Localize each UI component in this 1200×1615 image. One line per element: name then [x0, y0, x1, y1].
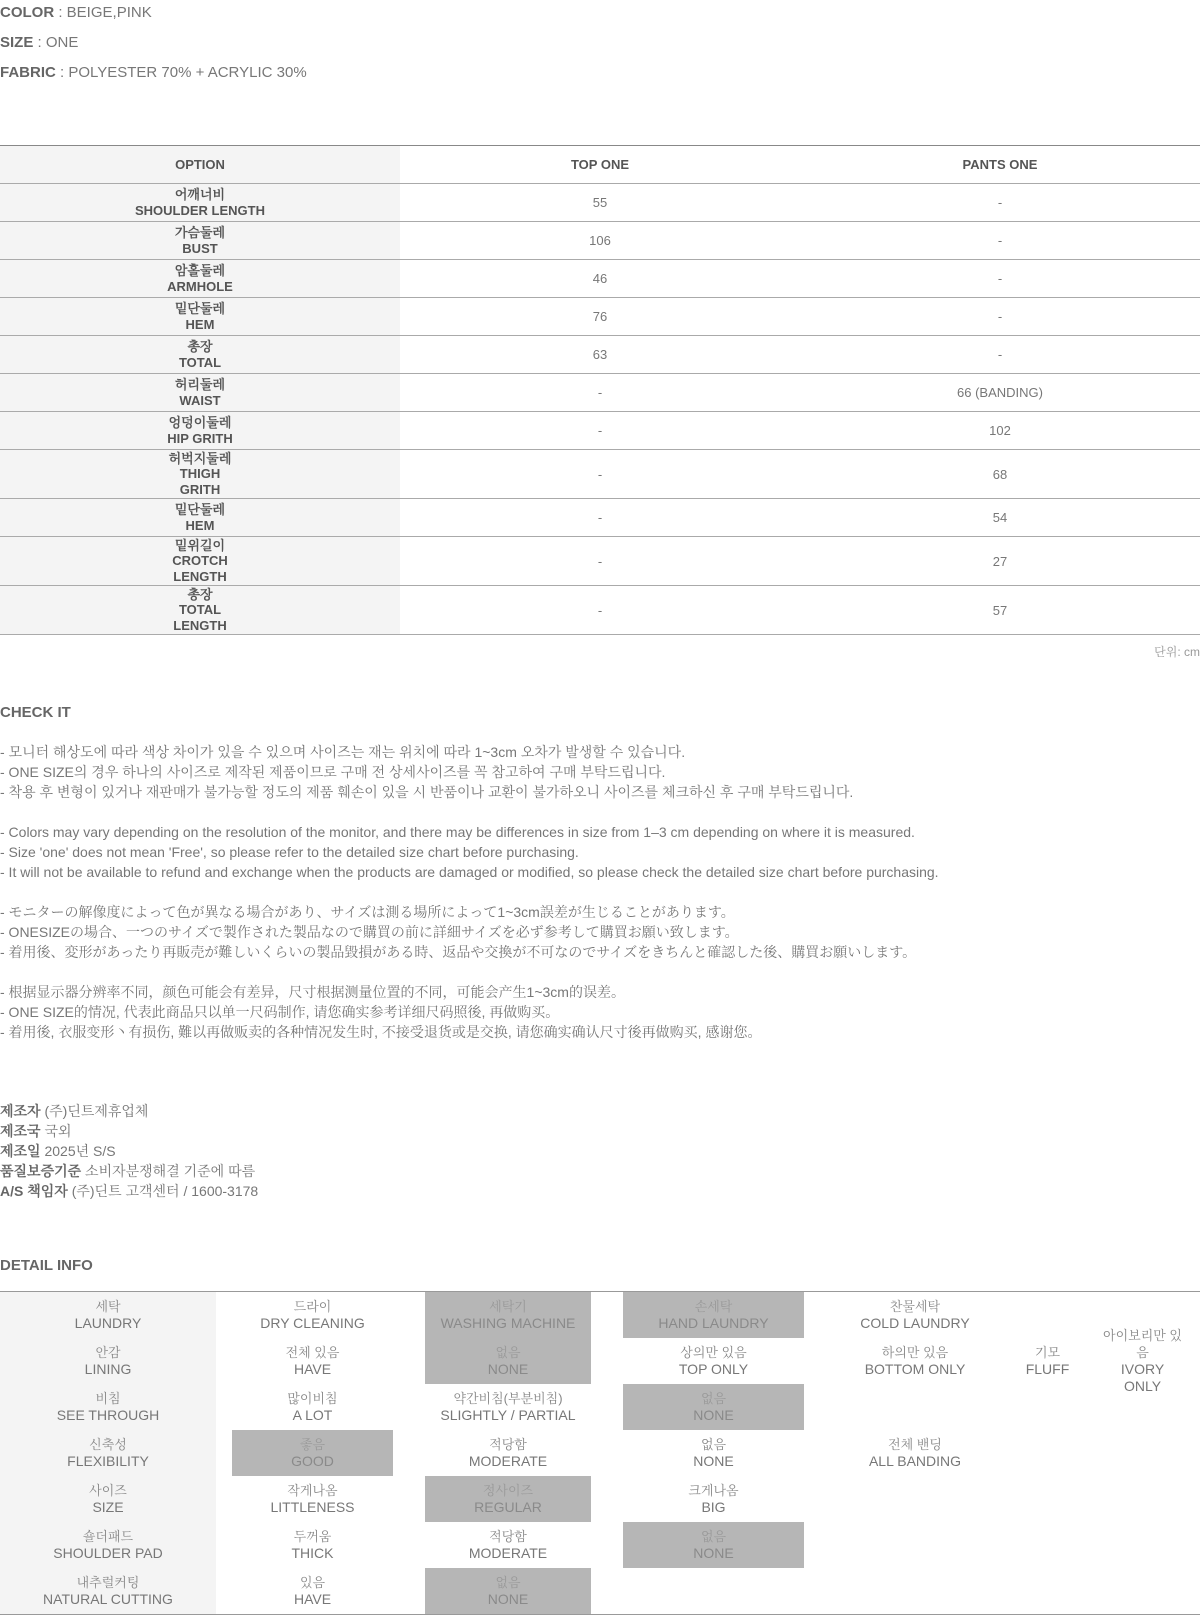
detail-option-ko: 적당함 — [489, 1437, 527, 1452]
detail-cell — [1010, 1568, 1085, 1615]
check-line: - ONE SIZE의 경우 하나의 사이즈로 제작된 제품이므로 구매 전 상세사이즈를 꼭 참고하여 구매 부탁드립니다. — [0, 764, 666, 780]
check-line: - 着用後, 衣服变形丶有损伤, 難以再做贩卖的各种情况发生时, 不接受退货或是交换, 请您确实确认尺寸後再做购买, 感谢您。 — [0, 1024, 762, 1040]
detail-option — [623, 1430, 804, 1476]
size-label-ko: 총장 — [187, 339, 213, 354]
detail-cell — [216, 1568, 409, 1615]
size-row-label — [0, 260, 400, 298]
size-top-value: - — [400, 374, 800, 412]
size-label-ko: 가슴둘레 — [174, 225, 226, 240]
detail-option — [232, 1568, 393, 1614]
size-row-label — [0, 412, 400, 450]
detail-head-label — [0, 1384, 216, 1430]
size-label-ko: 허벅지둘레 — [168, 450, 232, 466]
product-info-label: A/S 책임자 — [0, 1183, 68, 1199]
detail-option-ko: 기모 — [1034, 1345, 1061, 1360]
product-info — [0, 1101, 258, 1201]
detail-cell — [216, 1292, 409, 1339]
size-pants-value: 54 — [800, 499, 1200, 537]
check-line: - 착용 후 변형이 있거나 재판매가 불가능할 정도의 제품 훼손이 있을 시 반품이나 교환이 불가하오니 사이즈를 체크하신 후 구매 부탁드립니다. — [0, 784, 854, 800]
size-top-value: 63 — [400, 336, 800, 374]
size-row — [0, 499, 1200, 537]
detail-cell — [409, 1476, 607, 1522]
detail-cell — [607, 1292, 820, 1339]
size-label-ko: 암홀둘레 — [174, 263, 226, 278]
product-info-label: 품질보증기준 — [0, 1163, 82, 1179]
detail-head-label — [0, 1292, 216, 1338]
size-top-value: 76 — [400, 298, 800, 336]
detail-cell — [607, 1568, 820, 1615]
detail-option — [232, 1338, 393, 1384]
detail-option — [232, 1522, 393, 1568]
size-row-label — [0, 184, 400, 222]
detail-head-ko: 세탁 — [95, 1299, 121, 1314]
size-pants-value: - — [800, 260, 1200, 298]
detail-cell — [1010, 1292, 1085, 1339]
detail-option-en: TOP ONLY — [678, 1361, 749, 1377]
check-line: - 根据显示器分辨率不同，颜色可能会有差异，尺寸根据测量位置的不同，可能会产生1~3cm的误差。 — [0, 984, 625, 1000]
size-row — [0, 336, 1200, 374]
size-row-label — [0, 586, 400, 635]
detail-option-ko: 하의만 있음 — [881, 1345, 949, 1360]
size-label-en: HEM — [185, 517, 215, 533]
product-info-label: 제조국 — [0, 1123, 41, 1139]
product-info-line — [0, 1121, 258, 1141]
detail-option-ko: 전체 있음 — [285, 1345, 340, 1360]
size-label-en: HEM — [185, 316, 215, 332]
detail-option-ko: 작게나옴 — [287, 1483, 338, 1498]
detail-row-head — [0, 1338, 216, 1384]
detail-option-ko: 약간비침(부분비침) — [453, 1391, 563, 1406]
detail-option — [836, 1430, 994, 1476]
size-label-ko: 어깨너비 — [174, 187, 226, 202]
header-pants-one: PANTS ONE — [800, 146, 1200, 184]
size-top-value: - — [400, 499, 800, 537]
detail-table — [0, 1291, 1200, 1615]
detail-option-en: BOTTOM ONLY — [864, 1361, 966, 1377]
detail-head-ko: 내추럴커팅 — [76, 1575, 140, 1590]
detail-cell — [607, 1430, 820, 1476]
detail-head-ko: 비침 — [95, 1391, 121, 1406]
detail-option — [836, 1338, 994, 1384]
detail-option-en: MODERATE — [468, 1453, 548, 1469]
detail-option — [1026, 1338, 1069, 1384]
check-group — [0, 742, 939, 802]
detail-cell — [607, 1522, 820, 1568]
detail-head-label — [0, 1522, 216, 1568]
size-row-label — [0, 537, 400, 586]
detail-cell — [1010, 1522, 1085, 1568]
size-row-label — [0, 499, 400, 537]
detail-cell — [820, 1568, 1010, 1615]
product-info-label: 제조자 — [0, 1103, 41, 1119]
detail-cell — [820, 1430, 1010, 1476]
size-row — [0, 222, 1200, 260]
detail-option-ko: 없음 — [700, 1391, 727, 1406]
detail-option-ko: 많이비침 — [287, 1391, 338, 1406]
size-row-label — [0, 222, 400, 260]
detail-cell — [216, 1522, 409, 1568]
detail-option-selected — [623, 1522, 804, 1568]
detail-option-en: NONE — [487, 1591, 529, 1607]
detail-head-ko: 숄더패드 — [82, 1529, 134, 1544]
detail-cell — [216, 1338, 409, 1384]
detail-option-en: DRY CLEANING — [260, 1315, 365, 1331]
size-row-label — [0, 298, 400, 336]
detail-option — [232, 1384, 393, 1430]
detail-cell — [1010, 1430, 1085, 1476]
size-label-en: TOTAL — [178, 602, 222, 618]
size-label-ko: 허리둘레 — [174, 377, 226, 392]
detail-head-en: NATURAL CUTTING — [43, 1591, 173, 1607]
header-top-one: TOP ONE — [400, 146, 800, 184]
detail-option-en: BIG — [701, 1499, 726, 1515]
size-row — [0, 450, 1200, 499]
size-pants-value: - — [800, 222, 1200, 260]
size-label-en: SHOULDER LENGTH — [135, 202, 265, 218]
size-top-value: - — [400, 412, 800, 450]
detail-option-ko: 없음 — [495, 1345, 521, 1360]
detail-option-ko: 없음 — [495, 1575, 521, 1590]
detail-cell — [409, 1430, 607, 1476]
spec-size-label: SIZE — [0, 34, 34, 51]
size-top-value: 106 — [400, 222, 800, 260]
detail-option-ko: 상의만 있음 — [680, 1345, 747, 1360]
unit-label: 단위: cm — [1154, 645, 1200, 659]
detail-head-ko: 안감 — [95, 1345, 121, 1360]
detail-head-label — [0, 1476, 216, 1522]
size-label-ko: 엉덩이둘레 — [168, 415, 232, 430]
detail-row — [0, 1384, 1200, 1430]
size-pants-value: 68 — [800, 450, 1200, 499]
detail-row — [0, 1476, 1200, 1522]
detail-cell — [409, 1568, 607, 1615]
detail-row — [0, 1430, 1200, 1476]
detail-option — [425, 1522, 591, 1568]
spec-fabric-value: : POLYESTER 70% + ACRYLIC 30% — [55, 64, 307, 81]
detail-cell — [607, 1338, 820, 1384]
detail-option-en: NONE — [693, 1453, 734, 1469]
check-group — [0, 902, 939, 962]
size-label-en: GRITH — [179, 481, 221, 497]
size-row — [0, 586, 1200, 635]
size-label-en: THIGH — [179, 466, 221, 482]
detail-cell — [820, 1384, 1010, 1430]
detail-option-ko: 있음 — [299, 1575, 326, 1590]
detail-option-selected — [425, 1476, 591, 1522]
product-info-line — [0, 1101, 258, 1121]
detail-option-ko: 세탁기 — [489, 1299, 527, 1314]
size-pants-value: 66 (BANDING) — [800, 374, 1200, 412]
size-label-ko: 총장 — [187, 586, 213, 602]
product-info-value: (주)딘트 고객센터 / 1600-3178 — [67, 1183, 259, 1199]
detail-info-title: DETAIL INFO — [0, 1257, 93, 1274]
detail-row-head — [0, 1476, 216, 1522]
detail-option-ko: 손세탁 — [694, 1299, 733, 1314]
detail-option — [425, 1430, 591, 1476]
size-label-en: HIP GRITH — [167, 430, 233, 446]
detail-option — [425, 1384, 591, 1430]
detail-option-ko: 크게나옴 — [688, 1483, 739, 1498]
detail-option-selected — [623, 1292, 804, 1338]
size-row — [0, 374, 1200, 412]
detail-cell — [216, 1430, 409, 1476]
size-label-en: TOTAL — [178, 354, 222, 370]
detail-option — [1101, 1328, 1184, 1394]
size-pants-value: 27 — [800, 537, 1200, 586]
size-row — [0, 184, 1200, 222]
detail-option-en: REGULAR — [474, 1499, 542, 1515]
check-line: - Colors may vary depending on the resolution of the monitor, and there may be differences in size from 1–3 cm depending on where it is measured. — [0, 824, 915, 840]
detail-option-en: NONE — [693, 1545, 734, 1561]
product-info-line — [0, 1161, 258, 1181]
detail-head-label — [0, 1338, 216, 1384]
size-pants-value: - — [800, 298, 1200, 336]
detail-option-en: WASHING MACHINE — [440, 1315, 576, 1331]
check-line: - モニターの解像度によって色が異なる場合があり、サイズは測る場所によって1~3cm誤差が生じることがあります。 — [0, 904, 735, 920]
size-top-value: - — [400, 586, 800, 635]
product-info-value: (주)딘트제휴업체 — [40, 1103, 149, 1119]
detail-option-ko: 없음 — [700, 1437, 727, 1452]
detail-cell — [409, 1522, 607, 1568]
detail-option-ko: 전체 밴딩 — [888, 1437, 942, 1452]
detail-cell — [409, 1384, 607, 1430]
detail-head-en: LINING — [84, 1361, 132, 1377]
detail-option-en: NONE — [693, 1407, 734, 1423]
detail-row — [0, 1522, 1200, 1568]
check-line: - It will not be available to refund and exchange when the products are damaged or modified, so please check the detailed size chart before purchasing. — [0, 864, 939, 880]
size-label-en: WAIST — [179, 392, 221, 408]
detail-row-head — [0, 1522, 216, 1568]
size-label-ko: 밑단둘레 — [174, 301, 226, 316]
detail-cell — [1010, 1338, 1085, 1384]
detail-option-en: GOOD — [291, 1453, 334, 1469]
detail-option — [232, 1292, 393, 1338]
detail-cell — [820, 1292, 1010, 1339]
size-row — [0, 537, 1200, 586]
product-info-value: 소비자분쟁해결 기준에 따름 — [81, 1163, 256, 1179]
detail-head-en: SHOULDER PAD — [53, 1545, 163, 1561]
detail-cell — [216, 1476, 409, 1522]
detail-option-en: THICK — [291, 1545, 334, 1561]
size-top-value: - — [400, 450, 800, 499]
size-row-label — [0, 336, 400, 374]
detail-option-en: LITTLENESS — [270, 1499, 355, 1515]
size-label-en: LENGTH — [173, 568, 227, 584]
size-label-en: ARMHOLE — [167, 278, 233, 294]
detail-option-en: COLD LAUNDRY — [860, 1315, 970, 1331]
detail-option-ko: 찬물세탁 — [889, 1299, 941, 1314]
spec-fabric — [0, 64, 307, 82]
check-line: - Size 'one' does not mean 'Free', so please refer to the detailed size chart before purchasing. — [0, 844, 579, 860]
detail-option — [836, 1292, 994, 1338]
detail-head-en: LAUNDRY — [74, 1315, 142, 1331]
detail-row — [0, 1292, 1200, 1339]
detail-option-ko: 두꺼움 — [293, 1529, 332, 1544]
spec-color-label: COLOR — [0, 4, 55, 21]
detail-option-en: SLIGHTLY / PARTIAL — [440, 1407, 576, 1423]
size-pants-value: - — [800, 184, 1200, 222]
detail-head-ko: 사이즈 — [89, 1483, 127, 1498]
size-top-value: - — [400, 537, 800, 586]
detail-option-ko: 정사이즈 — [482, 1483, 534, 1498]
size-label-ko: 밑단둘레 — [174, 502, 226, 517]
size-table — [0, 145, 1200, 635]
detail-option-ko: 없음 — [700, 1529, 727, 1544]
detail-cell — [1010, 1476, 1085, 1522]
detail-cell — [1085, 1476, 1200, 1522]
check-line: - 모니터 해상도에 따라 색상 차이가 있을 수 있으며 사이즈는 재는 위치에 따라 1~3cm 오차가 발생할 수 있습니다. — [0, 744, 686, 760]
size-label-en: CROTCH — [172, 553, 228, 569]
detail-option-selected — [232, 1430, 393, 1476]
check-line: - 着用後、変形があったり再販売が難しいくらいの製品毀損がある時、返品や交換が不可なのでサイズをきちんと確認した後、購買お願いします。 — [0, 944, 917, 960]
detail-row-head — [0, 1384, 216, 1430]
detail-cell — [1085, 1328, 1200, 1394]
size-row-label — [0, 374, 400, 412]
detail-head-en: SEE THROUGH — [56, 1407, 160, 1423]
product-info-value: 국외 — [40, 1123, 72, 1139]
detail-cell — [409, 1292, 607, 1339]
detail-option — [232, 1476, 393, 1522]
detail-cell — [409, 1338, 607, 1384]
check-line: - ONE SIZE的情况, 代表此商品只以单一尺码制作, 请您确实参考详细尺码照後, 再做购买。 — [0, 1004, 560, 1020]
detail-option-selected — [425, 1338, 591, 1384]
size-top-value: 55 — [400, 184, 800, 222]
detail-head-label — [0, 1430, 216, 1476]
detail-option-selected — [623, 1384, 804, 1430]
detail-option-en: HAVE — [293, 1361, 332, 1377]
detail-cell — [1085, 1568, 1200, 1615]
check-group — [0, 982, 939, 1042]
detail-cell — [607, 1476, 820, 1522]
size-pants-value: 102 — [800, 412, 1200, 450]
detail-row-head — [0, 1568, 216, 1615]
detail-cell — [1010, 1384, 1085, 1430]
detail-option-en: ALL BANDING — [868, 1453, 962, 1469]
detail-cell — [216, 1384, 409, 1430]
check-it-notes — [0, 742, 939, 1042]
detail-option — [623, 1338, 804, 1384]
detail-option-ko: 좋음 — [299, 1437, 326, 1452]
spec-size — [0, 34, 78, 52]
detail-option-selected — [425, 1568, 591, 1614]
detail-row-head — [0, 1292, 216, 1339]
size-label-ko: 밑위길이 — [174, 537, 226, 553]
detail-row — [0, 1568, 1200, 1615]
product-info-line — [0, 1141, 258, 1161]
detail-head-label — [0, 1568, 216, 1614]
size-table-header — [0, 146, 1200, 184]
spec-size-value: : ONE — [33, 34, 79, 51]
detail-option-en: A LOT — [292, 1407, 333, 1423]
detail-option-ko: 드라이 — [293, 1299, 332, 1314]
spec-color-value: : BEIGE,PINK — [54, 4, 152, 21]
product-info-value: 2025년 S/S — [40, 1143, 116, 1159]
detail-option-en: HAND LAUNDRY — [658, 1315, 769, 1331]
spec-fabric-label: FABRIC — [0, 64, 56, 81]
spec-color — [0, 4, 152, 22]
detail-cell — [1085, 1522, 1200, 1568]
detail-head-en: FLEXIBILITY — [67, 1453, 149, 1469]
detail-option-en: MODERATE — [468, 1545, 548, 1561]
size-top-value: 46 — [400, 260, 800, 298]
detail-cell — [1085, 1430, 1200, 1476]
detail-option-ko: 적당함 — [489, 1529, 527, 1544]
detail-cell — [820, 1522, 1010, 1568]
detail-option-en: FLUFF — [1025, 1361, 1070, 1377]
size-row — [0, 298, 1200, 336]
size-label-en: BUST — [182, 240, 218, 256]
size-row — [0, 260, 1200, 298]
product-info-line — [0, 1181, 258, 1201]
detail-row — [0, 1338, 1200, 1384]
detail-head-en: SIZE — [92, 1499, 124, 1515]
detail-option — [623, 1476, 804, 1522]
detail-option-en: NONE — [487, 1361, 529, 1377]
check-line: - ONESIZEの場合、一つのサイズで製作された製品なので購買の前に詳細サイズを必ず参考して購買お願い致します。 — [0, 924, 739, 940]
detail-option-selected — [425, 1292, 591, 1338]
detail-option-ko: 아이보리만 있음 — [1103, 1328, 1182, 1360]
size-row-label — [0, 450, 400, 499]
size-pants-value: 57 — [800, 586, 1200, 635]
header-option: OPTION — [0, 146, 400, 184]
product-info-label: 제조일 — [0, 1143, 41, 1159]
size-pants-value: - — [800, 336, 1200, 374]
check-it-title: CHECK IT — [0, 704, 71, 721]
detail-cell — [820, 1338, 1010, 1384]
detail-cell — [820, 1476, 1010, 1522]
check-group — [0, 822, 939, 882]
detail-row-head — [0, 1430, 216, 1476]
detail-head-ko: 신축성 — [89, 1437, 127, 1452]
detail-option-en: IVORY ONLY — [1120, 1361, 1165, 1394]
detail-option-en: HAVE — [293, 1591, 332, 1607]
size-row — [0, 412, 1200, 450]
size-label-en: LENGTH — [173, 617, 227, 633]
detail-cell — [607, 1384, 820, 1430]
